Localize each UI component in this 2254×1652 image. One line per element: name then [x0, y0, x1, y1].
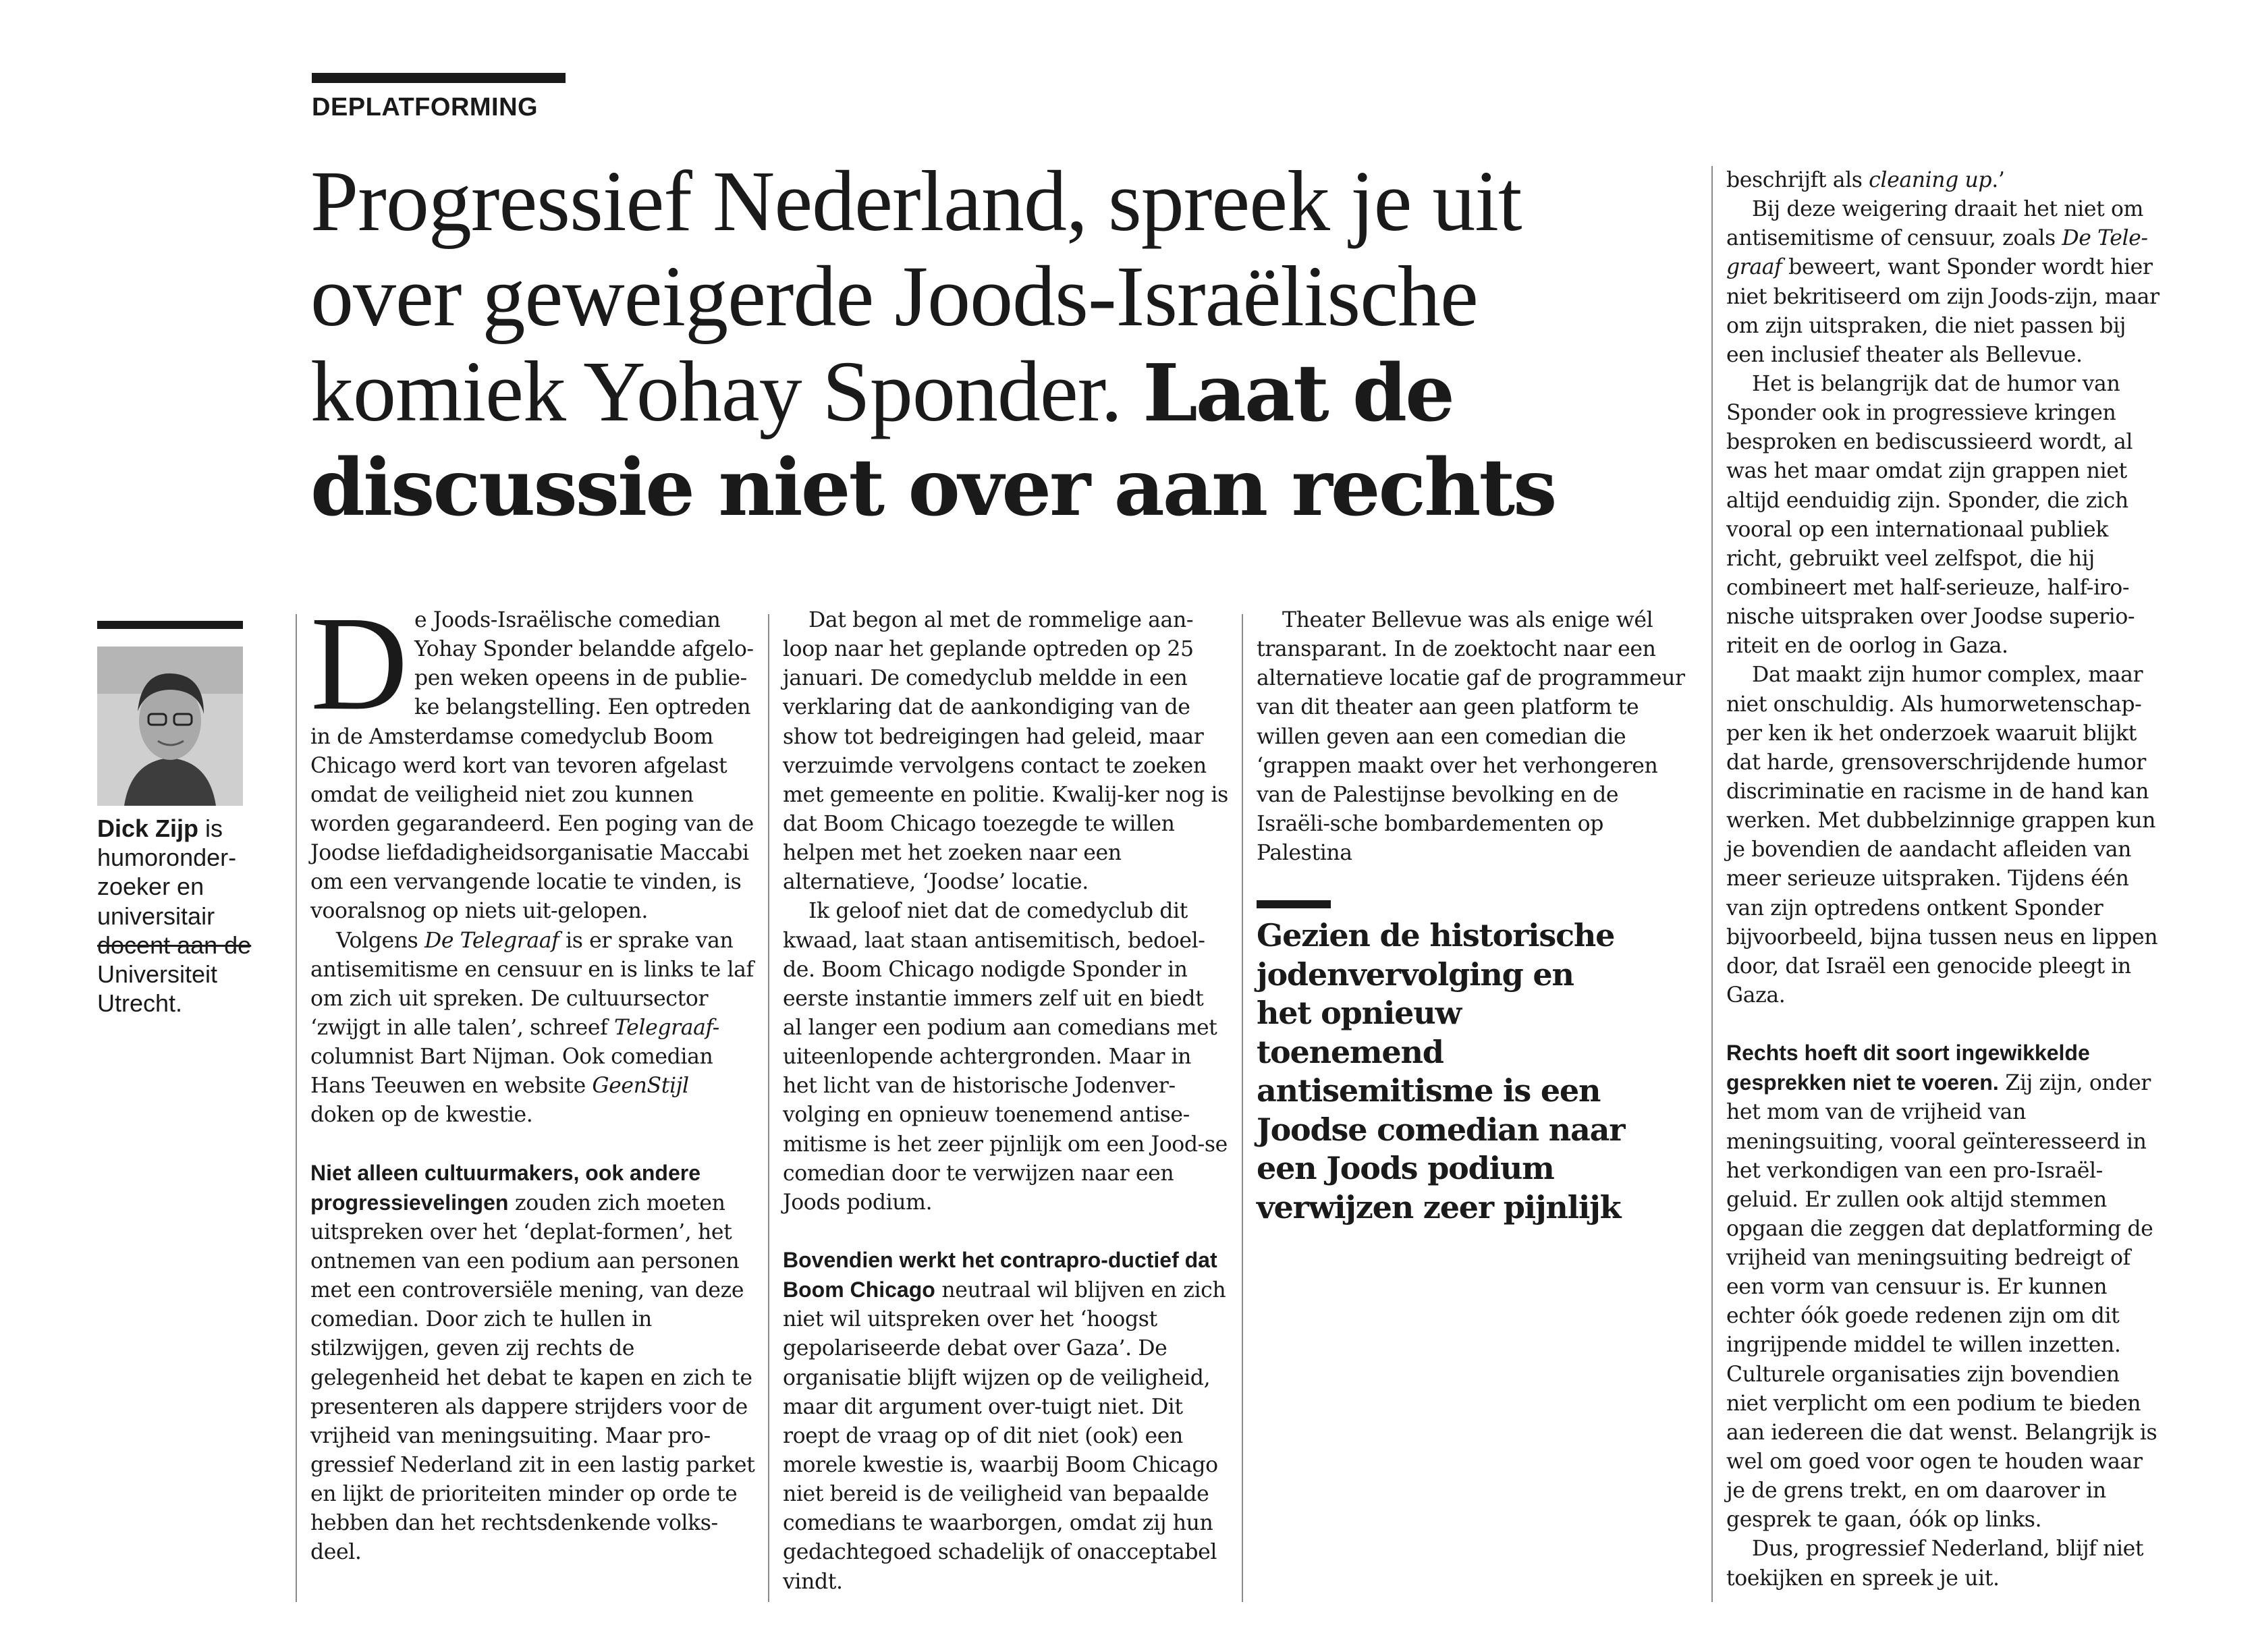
headline — [310, 154, 1647, 534]
headline-regular: Progressief Nederland, spreek je uit over geweigerde Joods-Israëlische komiek Yohay Sponder. — [310, 153, 1522, 439]
paragraph — [310, 927, 756, 1130]
paragraph-text: Bij deze weigering draait het niet om antisemitisme of censuur, zoals — [1726, 197, 2143, 251]
paragraph: Het is belangrijk dat de humor van Sponder ook in progressieve kringen besproken en bediscussieerd wordt, al was het maar omdat zijn grappen niet altijd eenduidig zijn. Sponder, die zich vooral op een internationaal publiek richt, gebruikt veel zelfspot, die hij combineert met half-serieuze, half-iro-nische uitspraken over Joodse superio-riteit en de oorlog in Gaza. — [1726, 371, 2135, 659]
paragraph: Dat maakt zijn humor complex, maar niet onschuldig. Als humorwetenschap-per ken ik het onderzoek waaruit blijkt dat harde, grensoverschrijdende humor discriminatie en racisme in de hand kan werken. Met dubbelzinnige grappen kun je bovendien de aandacht afleiden van meer serieuze uitspraken. Tijdens één van zijn optredens ontkent Sponder bijvoorbeeld, bijna tussen neus en lippen door, dat Israël een genocide pleegt in Gaza. — [1726, 663, 2158, 1008]
italic-text: De Tele-graaf — [1726, 226, 2148, 280]
italic-text: De Telegraaf — [424, 928, 559, 953]
paragraph — [1726, 1039, 2165, 1535]
column-3 — [1257, 606, 1688, 868]
column-1 — [310, 589, 756, 1568]
author-bio-2: Universiteit Utrecht. — [97, 960, 218, 1018]
paragraph-text: e Joods-Israëlische comedian Yohay Sponder belandde afgelo-pen weken opeens in de publie-ke belangstelling. Een optreden in de Amsterdamse comedyclub Boom Chicago werd kort van tevoren afgelast omdat de veiligheid niet zou kunnen worden gegarandeerd. Een poging van de Joodse liefdadigheidsorganisatie Maccabi om een vervangende locatie te vinden, is vooralsnog op niets uit-gelopen. — [310, 608, 754, 924]
column-2 — [783, 606, 1228, 1597]
paragraph — [1726, 195, 2165, 370]
author-bio-strike: docent aan de — [97, 931, 252, 959]
paragraph-text: .’ — [1991, 168, 2005, 192]
paragraph-text: is er sprake van antisemitisme en censuur en is links te laf om zich uit spreken. De cultuursector ‘zwijgt in alle talen’, schreef — [310, 928, 754, 1040]
italic-text: Telegraaf- — [614, 1015, 719, 1040]
paragraph-text: doken op de kwestie. — [310, 1103, 533, 1128]
paragraph-text: zouden zich moeten uitspreken over het ‘deplat-formen’, het ontnemen van een podium aan personen met een controversiële mening, van deze comedian. Door zich te hullen in stilzwijgen, geven zij rechts de gelegenheid het debat te kapen en zich te presenteren als dappere strijders voor de vrijheid van meningsuiting. Maar pro-gressief Nederland zit in een lastig parket en lijkt de prioriteiten minder op orde te hebben dan het rechtsdenkende volks-deel. — [310, 1190, 755, 1565]
author-portrait-icon — [97, 646, 243, 806]
paragraph-text: beweert, want Sponder wordt hier niet bekritiseerd om zijn Joods-zijn, maar om zijn uitspraken, die niet passen bij een inclusief theater als Bellevue. — [1726, 255, 2160, 367]
italic-text: GeenStijl — [592, 1074, 689, 1099]
column-4 — [1726, 166, 2165, 1593]
author-rule — [97, 621, 243, 629]
column-rule-4 — [1711, 166, 1713, 1602]
kicker-rule — [312, 73, 566, 83]
lead-in: Bovendien werkt het contrapro-ductief dat Boom Chicago — [783, 1247, 1217, 1302]
paragraph-text: neutraal wil blijven en zich niet wil uitspreken over het ‘hoogst gepolariseerde debat over Gaza’. De organisatie blijft wijzen op de veiligheid, maar dit argument over-tuigt niet. Dit roept de vraag op of dit niet (ook) een morele kwestie is, waarbij Boom Chicago niet bereid is de veiligheid van bepaalde comedians te waarborgen, omdat zij hun gedachtegoed schadelijk of onacceptabel vindt. — [783, 1278, 1226, 1594]
author-name: Dick Zijp — [97, 815, 199, 842]
column-rule-1 — [296, 614, 297, 1602]
paragraph — [783, 1246, 1228, 1597]
paragraph — [310, 1159, 756, 1568]
paragraph: Ik geloof niet dat de comedyclub dit kwaad, laat staan antisemitisch, bedoel-de. Boom Chicago nodigde Sponder in eerste instantie immers zelf uit en biedt al langer een podium aan comedians met uiteenlopende achtergronden. Maar in het licht van de historische Jodenver-volging en opnieuw toenemend antise-mitisme is het zeer pijnlijk om een Jood-se comedian door te verwijzen naar een Joods podium. — [783, 899, 1228, 1215]
headline-bold: Laat de discussie niet over aan rechts — [310, 347, 1556, 534]
paragraph-text: Volgens — [336, 928, 424, 953]
paragraph — [310, 589, 756, 927]
author-photo — [97, 646, 243, 806]
paragraph: Dat begon al met de rommelige aan-loop naar het geplande optreden op 25 januari. De comedyclub meldde in een verklaring dat de aankondiging van de show tot bedreigingen had geleid, maar verzuimde vervolgens contact te zoeken met gemeente en politie. Kwalij-ker nog is dat Boom Chicago toezegde te willen helpen met het zoeken naar een alternatieve, ‘Joodse’ locatie. — [783, 608, 1228, 895]
column-rule-2 — [768, 614, 769, 1602]
paragraph-text: beschrijft als — [1726, 168, 1869, 192]
italic-text: cleaning up — [1869, 168, 1992, 192]
section-kicker: DEPLATFORMING — [312, 93, 539, 121]
lead-in: Rechts hoeft dit soort ingewikkelde gesprekken niet te voeren. — [1726, 1041, 2090, 1095]
lead-in: Niet alleen cultuurmakers, ook andere progressievelingen — [310, 1160, 700, 1215]
author-bio — [97, 814, 252, 1018]
drop-cap: D — [310, 589, 408, 738]
paragraph — [1726, 166, 2165, 195]
paragraph: Dus, progressief Nederland, blijf niet toekijken en spreek je uit. — [1726, 1537, 2144, 1591]
pull-quote-rule — [1257, 900, 1331, 908]
pull-quote: Gezien de historische jodenvervolging en het opnieuw toenemend antisemitisme is een Joodse comedian naar een Joods podium verwijzen zeer pijnlijk — [1257, 917, 1625, 1226]
paragraph: Theater Bellevue was als enige wél transparant. In de zoektocht naar een alternatieve locatie gaf de programmeur van dit theater aan geen platform te willen geven aan een comedian die ‘grappen maakt over het verhongeren van de Palestijnse bevolking en de Israëli-sche bombardementen op Palestina — [1257, 608, 1685, 866]
paragraph-text: Zij zijn, onder het mom van de vrijheid van meningsuiting, vooral geïnteresseerd in het verkondigen van een pro-Israël-geluid. Er zullen ook altijd stemmen opgaan die zeggen dat deplatforming de vrijheid van meningsuiting bedreigt of een vorm van censuur is. Er kunnen echter óók goede redenen zijn om dit ingrijpende middel te willen inzetten. Culturele organisaties zijn bovendien niet verplicht om een podium te bieden aan iedereen die dat wenst. Belangrijk is wel om goed voor ogen te houden waar je de grens trekt, en om daarover in gesprek te gaan, óók op links. — [1726, 1071, 2157, 1533]
author-bio-1: is humoronder-zoeker en universitair — [97, 815, 237, 930]
column-rule-3 — [1242, 614, 1243, 1602]
paragraph-text: columnist Bart Nijman. Ook comedian Hans Teeuwen en website — [310, 1045, 713, 1099]
